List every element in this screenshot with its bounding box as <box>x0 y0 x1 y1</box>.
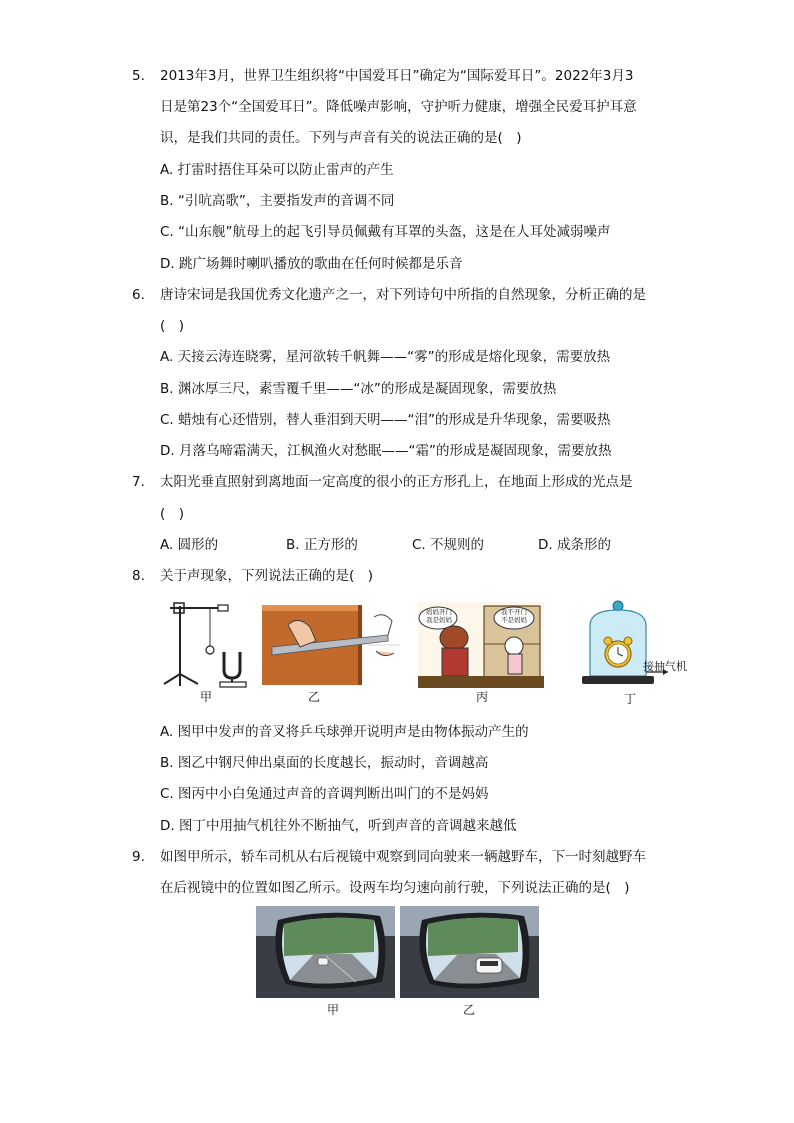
q6-option-c: C. 蜡烛有心还惜别，替人垂泪到天明——“泪”的形成是升华现象，需要吸热 <box>160 412 611 428</box>
q7-number: 7. <box>132 474 145 490</box>
q8-option-c: C. 图丙中小白兔通过声音的音调判断出叫门的不是妈妈 <box>160 786 489 802</box>
figure-bell-jar <box>578 598 670 690</box>
figure-tuning-fork <box>158 600 254 688</box>
q6-stem-line-1: 唐诗宋词是我国优秀文化遗产之一，对下列诗句中所指的自然现象，分析正确的是 <box>160 287 646 303</box>
q9-number: 9. <box>132 849 145 865</box>
q7-stem-line-1: 太阳光垂直照射到离地面一定高度的很小的正方形孔上，在地面上形成的光点是 <box>160 474 633 490</box>
q7-option-a: A. 圆形的 <box>160 537 219 553</box>
q5-stem-line-2: 日是第23个“全国爱耳日”。降低噪声影响，守护听力健康，增强全民爱耳护耳意 <box>160 99 637 115</box>
figure-label-mirror-jia: 甲 <box>327 1003 340 1017</box>
q9-stem-line-1: 如图甲所示，轿车司机从右后视镜中观察到同向驶来一辆越野车，下一时刻越野车 <box>160 849 646 865</box>
figure-label-yi: 乙 <box>308 690 321 704</box>
q8-option-b: B. 图乙中钢尺伸出桌面的长度越长，振动时，音调越高 <box>160 755 489 771</box>
q5-option-a: A. 打雷时捂住耳朵可以防止雷声的产生 <box>160 162 394 178</box>
figure-label-ding: 丁 <box>624 692 637 706</box>
q7-option-c: C. 不规则的 <box>412 537 485 553</box>
q8-option-d: D. 图丁中用抽气机往外不断抽气，听到声音的音调越来越低 <box>160 818 517 834</box>
q6-stem-line-2: ( ) <box>160 318 185 334</box>
q5-stem-line-1: 2013年3月，世界卫生组织将“中国爱耳日”确定为“国际爱耳日”。2022年3月3 <box>160 68 634 84</box>
q7-stem-line-2: ( ) <box>160 506 185 522</box>
figure-label-jia: 甲 <box>200 690 213 704</box>
q8-option-a: A. 图甲中发声的音叉将乒乓球弹开说明声是由物体振动产生的 <box>160 724 529 740</box>
q6-option-b: B. 渊冰厚三尺，素雪覆千里——“冰”的形成是凝固现象，需要放热 <box>160 381 557 397</box>
figure-label-mirror-yi: 乙 <box>463 1003 476 1017</box>
q8-stem-line-1: 关于声现象，下列说法正确的是( ) <box>160 568 374 584</box>
q5-option-c: C. “山东舰”航母上的起飞引导员佩戴有耳罩的头盔，这是在人耳处减弱噪声 <box>160 224 611 240</box>
q7-option-b: B. 正方形的 <box>286 537 358 553</box>
pump-label: 接抽气机 <box>643 660 687 673</box>
q5-option-d: D. 跳广场舞时喇叭播放的歌曲在任何时候都是乐音 <box>160 256 463 272</box>
q8-number: 8. <box>132 568 145 584</box>
bubble-right-line-1: 我不开门 <box>501 608 527 616</box>
figure-mirror-yi <box>400 906 539 998</box>
q6-option-a: A. 天接云涛连晓雾，星河欲转千帆舞——“雾”的形成是熔化现象，需要放热 <box>160 349 611 365</box>
q7-option-d: D. 成条形的 <box>538 537 611 553</box>
bubble-left-line-1: 妈妈开门 <box>426 608 452 616</box>
bubble-left-line-2: 我是妈妈 <box>426 616 452 624</box>
q5-option-b: B. “引吭高歌”，主要指发声的音调不同 <box>160 193 395 209</box>
figure-steel-ruler <box>262 605 404 685</box>
q5-number: 5. <box>132 68 145 84</box>
q5-stem-line-3: 识，是我们共同的责任。下列与声音有关的说法正确的是( ) <box>160 130 522 146</box>
q6-option-d: D. 月落乌啼霜满天，江枫渔火对愁眠——“霜”的形成是凝固现象，需要放热 <box>160 443 612 459</box>
q9-stem-line-2: 在后视镜中的位置如图乙所示。设两车均匀速向前行驶，下列说法正确的是( ) <box>160 880 630 896</box>
bubble-right-line-2: 不是妈妈 <box>501 616 527 624</box>
figure-mirror-jia <box>256 906 395 998</box>
figure-label-bing: 丙 <box>476 690 489 704</box>
q6-number: 6. <box>132 287 145 303</box>
